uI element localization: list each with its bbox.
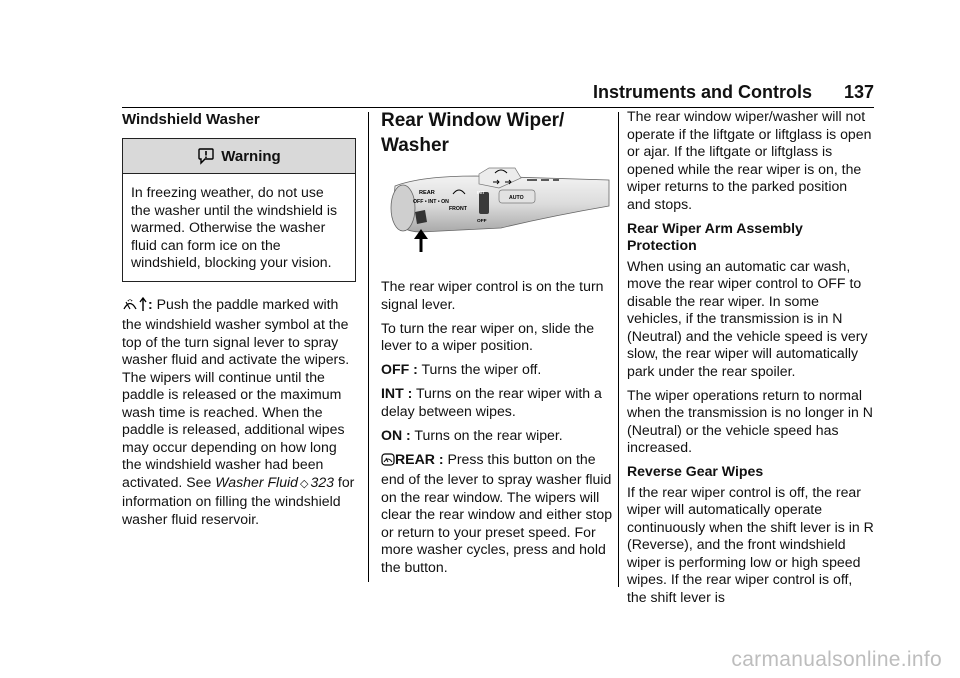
item-rear-label: REAR : bbox=[395, 450, 444, 467]
washer-description bbox=[122, 296, 356, 529]
column-left bbox=[122, 108, 356, 535]
washer-text-after: for information on filling the windshield washer fluid reservoir. bbox=[122, 473, 355, 527]
washer-label: : bbox=[148, 295, 153, 312]
warning-icon bbox=[197, 147, 215, 165]
washer-fluid-page[interactable]: 323 bbox=[310, 473, 334, 490]
lever-off-label: OFF bbox=[477, 219, 487, 224]
watermark bbox=[731, 648, 942, 672]
normal-operation-paragraph: The wiper operations return to normal when the transmission is no longer in N (Neutral) or the vehicle speed has increased. bbox=[627, 386, 873, 455]
rear-wiper-instruction: To turn the rear wiper on, slide the lever to a wiper position. bbox=[381, 319, 595, 353]
windshield-washer-icon bbox=[122, 296, 148, 317]
warning-box bbox=[122, 138, 356, 282]
car-wash-paragraph: When using an automatic car wash, move the rear wiper control to OFF to disable the rear wiper. In some vehicles, if the transmission is in N (Neutral) and the vehicle speed is very slow, the rear wiper will automatically park under the rear spoiler. bbox=[627, 257, 868, 379]
turn-signal-lever-figure bbox=[381, 166, 613, 264]
windshield-washer-heading: Windshield Washer bbox=[122, 111, 260, 128]
lever-front-label: FRONT bbox=[449, 206, 467, 212]
section-title: Instruments and Controls bbox=[592, 82, 812, 102]
rear-wiper-heading-line1: Rear Window Wiper/ bbox=[381, 110, 565, 131]
item-off-text: Turns the wiper off. bbox=[417, 361, 542, 377]
item-int-label: INT : bbox=[381, 385, 413, 401]
item-on-label: ON : bbox=[381, 426, 411, 443]
watermark-suffix: .info bbox=[900, 648, 942, 671]
item-off bbox=[381, 361, 615, 379]
lever-positions-label: OFF • INT • ON bbox=[413, 199, 449, 205]
washer-text: Push the paddle marked with the windshield washer symbol at the top of the turn signal lever to spray washer fluid and activate the wipers. The wipers will continue until the paddle is released or the maximum wash time is reached. When the paddle is released, additional wipes may occur depending on how long the windshield washer had been activated. See bbox=[122, 295, 350, 490]
liftgate-paragraph: The rear window wiper/washer will not operate if the liftgate or liftglass is open or ajar. If the liftgate or liftglass is opened while the rear wiper is on, the wiper returns to the parked position and stops. bbox=[627, 108, 872, 212]
watermark-prefix: carmanualsonline bbox=[731, 648, 901, 671]
page-header bbox=[122, 80, 874, 106]
rear-wiper-heading-line2: Washer bbox=[381, 135, 449, 156]
lever-rear-label: REAR bbox=[419, 190, 435, 196]
arm-protection-heading: Rear Wiper Arm Assembly Protection bbox=[627, 219, 803, 253]
page-number: 137 bbox=[843, 82, 874, 102]
column-middle bbox=[381, 108, 615, 583]
reverse-gear-heading: Reverse Gear Wipes bbox=[627, 463, 764, 479]
item-int-text: Turns on the rear wiper with a delay between wipes. bbox=[381, 385, 602, 419]
page-ref-arrow: ◇ bbox=[300, 477, 309, 490]
rear-wiper-intro: The rear wiper control is on the turn signal lever. bbox=[381, 278, 604, 312]
lever-int-label: INT bbox=[477, 191, 485, 196]
item-on bbox=[381, 427, 615, 445]
rear-wiper-heading bbox=[381, 108, 615, 158]
column-divider bbox=[368, 112, 369, 582]
item-on-text: Turns on the rear wiper. bbox=[410, 426, 563, 443]
item-int bbox=[381, 385, 615, 420]
column-right bbox=[627, 108, 874, 613]
warning-title: Warning bbox=[221, 147, 281, 165]
washer-fluid-link[interactable]: Washer Fluid bbox=[215, 473, 299, 490]
reverse-gear-paragraph: If the rear wiper control is off, the rear wiper will automatically operate continuously when the shift lever is in R (Reverse), and the front windshield wiper is performing low or high speed wipes. If the rear wiper control is off, the shift lever is bbox=[627, 483, 874, 605]
warning-text: In freezing weather, do not use the washer until the windshield is warmed. Otherwise the washer fluid can form ice on the windshield, blocking your vision. bbox=[131, 184, 338, 270]
item-rear bbox=[381, 451, 615, 577]
item-rear-text: Press this button on the end of the lever to spray washer fluid on the rear window. The wipers will clear the rear window and either stop or return to your preset speed. For more washer cycles, press and hold the button. bbox=[381, 450, 613, 575]
warning-body bbox=[123, 174, 355, 281]
warning-header bbox=[123, 139, 355, 174]
column-divider bbox=[618, 112, 619, 587]
item-off-label: OFF : bbox=[381, 361, 418, 377]
lever-auto-label: AUTO bbox=[509, 195, 524, 201]
rear-washer-icon bbox=[381, 452, 395, 472]
